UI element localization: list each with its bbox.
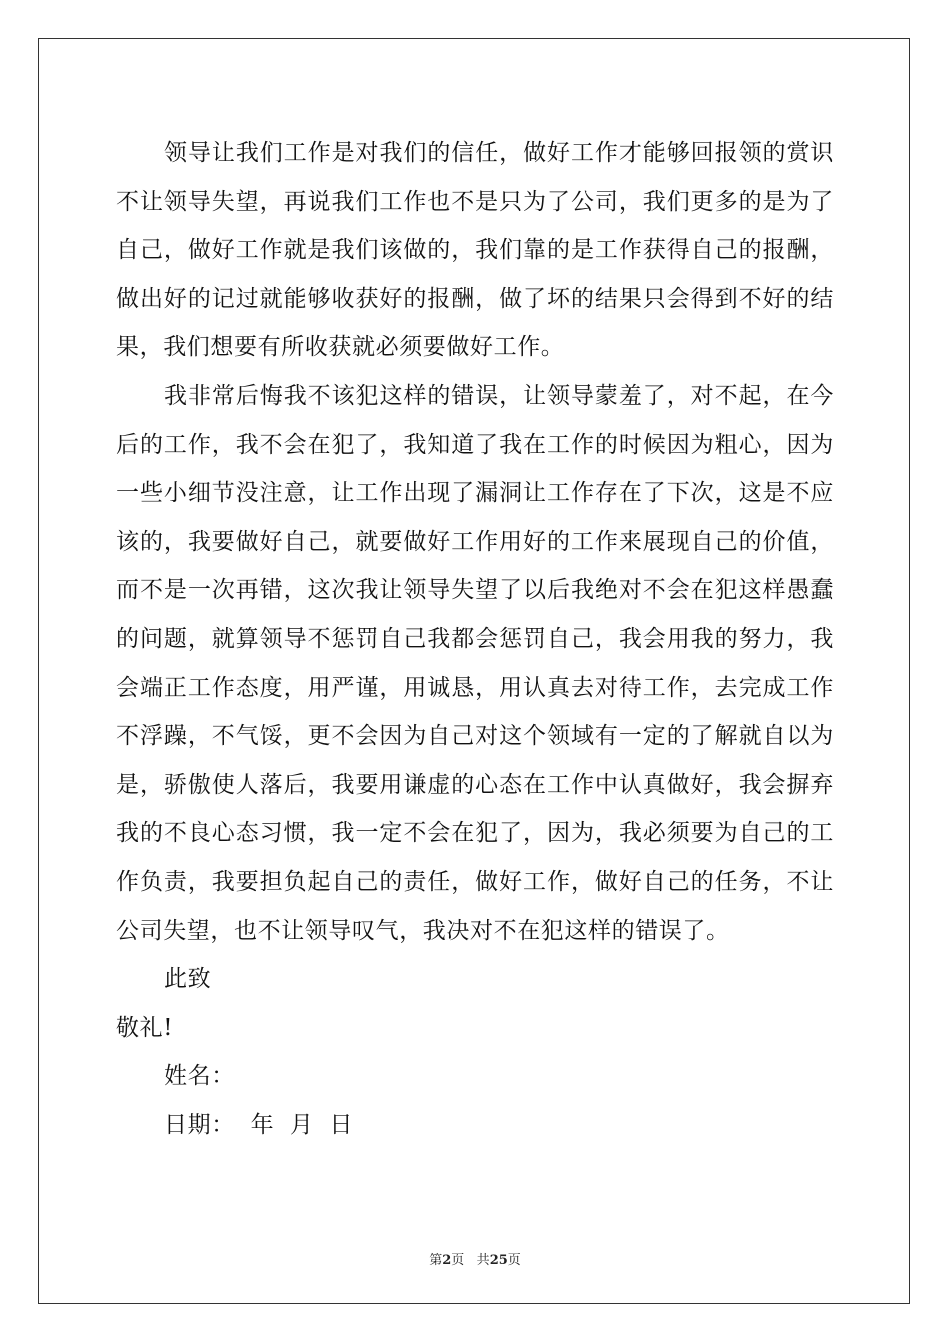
paragraph-1: 领导让我们工作是对我们的信任，做好工作才能够回报领的赏识不让领导失望，再说我们工作也不是只为了公司，我们更多的是为了自己，做好工作就是我们该做的，我们靠的是工作获得自己的报酬，做出好的记过就能够收获好的报酬，做了坏的结果只会得到不好的结果，我们想要有所收获就必须要做好工作。 xyxy=(116,140,834,361)
document-body xyxy=(116,129,834,1149)
name-line: 姓名： xyxy=(164,1063,235,1090)
footer-total-pages: 25 xyxy=(489,1253,508,1268)
closing-text: 此致 xyxy=(164,966,212,993)
footer-page-suffix: 页 xyxy=(451,1253,465,1268)
footer-total-prefix: 共 xyxy=(476,1253,490,1268)
salutation-text: 敬礼! xyxy=(116,1014,174,1041)
date-line: 日期： 年 月 日 xyxy=(164,1111,354,1138)
footer-page-number: 2 xyxy=(442,1253,452,1268)
paragraph-2: 我非常后悔我不该犯这样的错误，让领导蒙羞了，对不起，在今后的工作，我不会在犯了，我知道了我在工作的时候因为粗心，因为一些小细节没注意，让工作出现了漏洞让工作存在了下次，这是不应该的，我要做好自己，就要做好工作用好的工作来展现自己的价值，而不是一次再错，这次我让领导失望了以后我绝对不会在犯这样愚蠢的问题，就算领导不惩罚自己我都会惩罚自己，我会用我的努力，我会端正工作态度，用严谨，用诚恳，用认真去对待工作，去完成工作不浮躁，不气馁，更不会因为自己对这个领域有一定的了解就自以为是，骄傲使人落后，我要用谦虚的心态在工作中认真做好，我会摒弃我的不良心态习惯，我一定不会在犯了，因为，我必须要为自己的工作负责，我要担负起自己的责任，做好工作，做好自己的任务，不让公司失望，也不让领导叹气，我决对不在犯这样的错误了。 xyxy=(116,382,834,944)
page-footer xyxy=(0,1249,950,1268)
footer-prefix: 第 xyxy=(429,1253,443,1268)
footer-total-suffix: 页 xyxy=(507,1253,521,1268)
